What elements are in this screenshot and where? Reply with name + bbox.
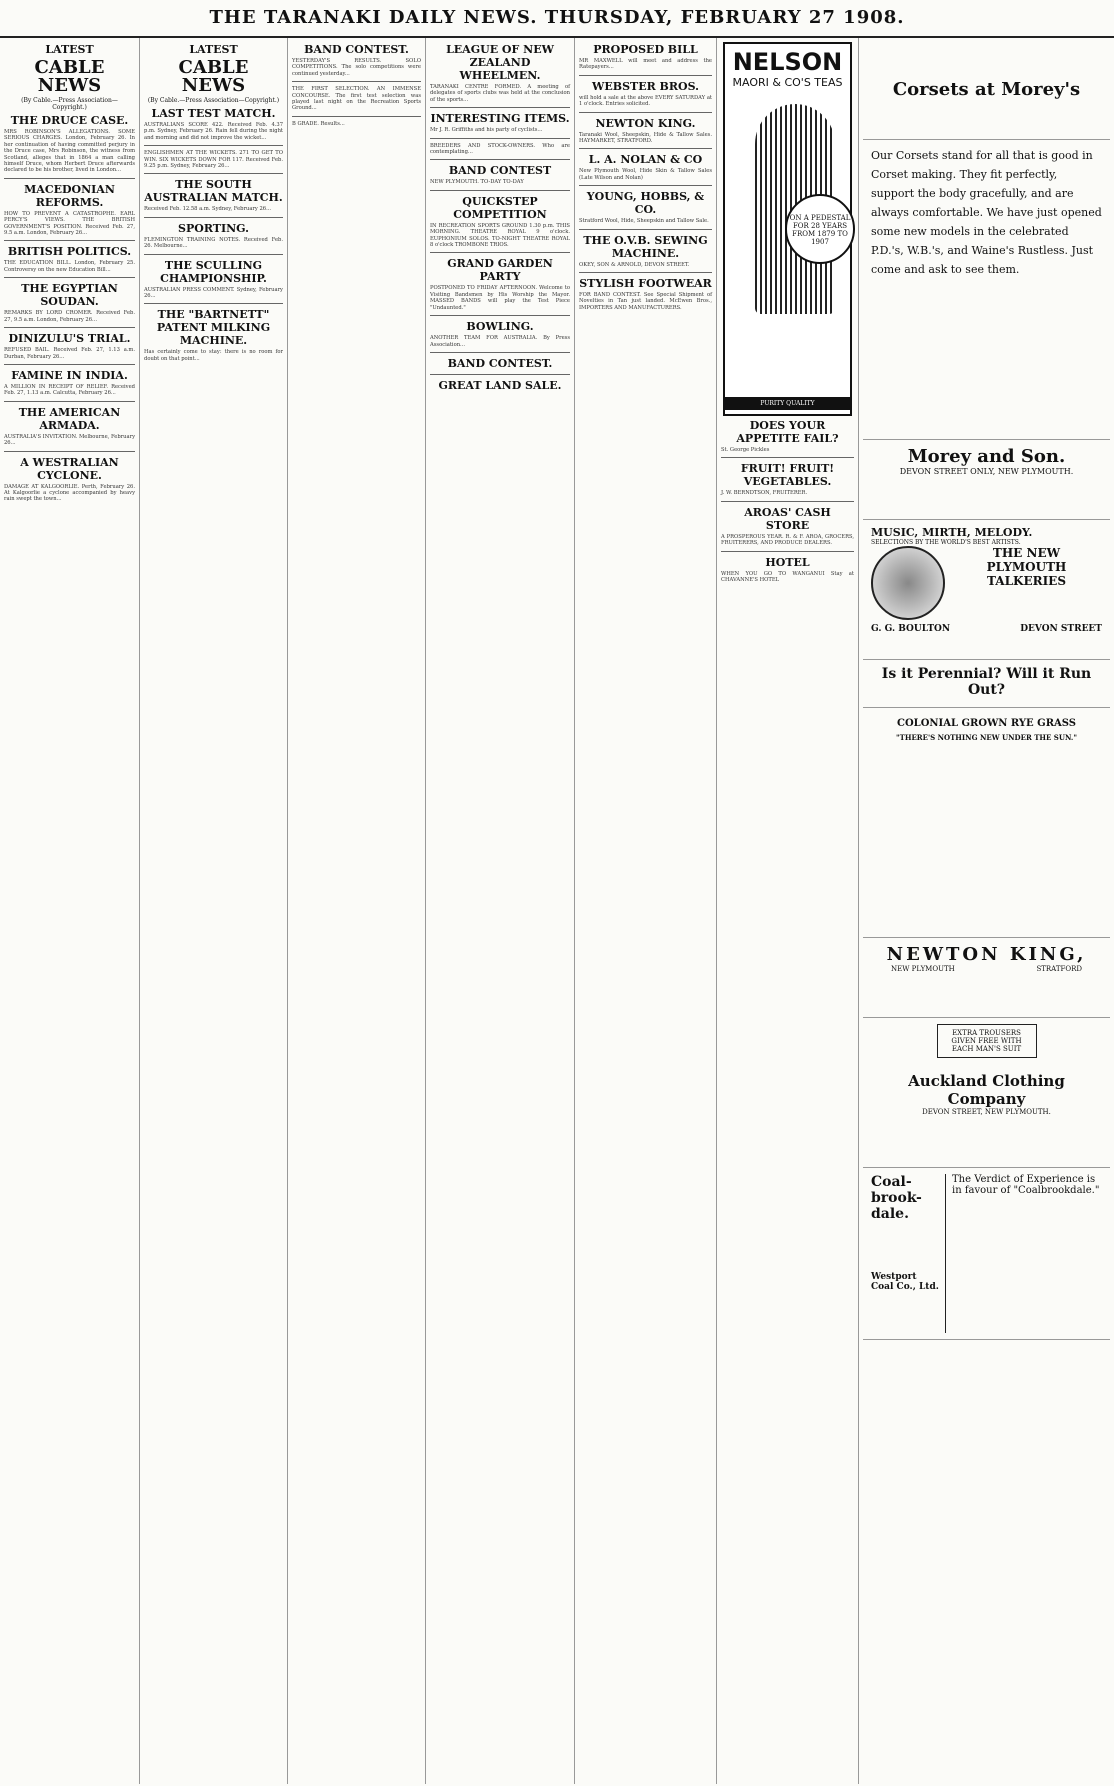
coal-verdict: The Verdict of Experience is in favour of "Coalbrookdale." — [952, 1174, 1100, 1196]
column-rule — [430, 107, 570, 108]
byline: (By Cable.—Press Association—Copyright.) — [147, 97, 280, 104]
section-title: CABLE NEWS — [34, 57, 105, 96]
column-6 — [717, 38, 859, 1784]
story-headline: THE SCULLING CHAMPIONSHIP. — [160, 258, 267, 285]
story-body: TARANAKI CENTRE FORMED. A meeting of delegates of sports clubs was held at the conclusion of the sports... — [430, 84, 570, 103]
talkeries-title: THE NEW PLYMOUTH TALKERIES — [986, 546, 1067, 588]
coal-company: Westport Coal Co., Ltd. — [871, 1272, 939, 1292]
column-rule — [721, 551, 854, 552]
story-body: New Plymouth Wool, Hide Skin & Tallow Sales (Late Wilson and Nolan) — [579, 168, 712, 181]
story-body: HOW TO PREVENT A CATASTROPHE. EARL PERCY'S VIEWS. THE BRITISH GOVERNMENT'S POSITION. Received Feb. 27, 9.5 a.m. London, February 26... — [4, 210, 135, 237]
story-body: REFUSED BAIL. Received Feb. 27, 1.13 a.m. Durban, February 26... — [4, 347, 135, 360]
story-body: B GRADE. Results... — [292, 120, 345, 127]
story-headline: SPORTING. — [178, 221, 249, 235]
column-rule — [4, 451, 135, 452]
story-body: MR MAXWELL will meet and address the Ratepayers... — [579, 58, 712, 71]
column-rule — [721, 457, 854, 458]
masthead — [0, 0, 1114, 38]
story-body: J. W. BERNDTSON, FRUITERER. — [721, 490, 808, 497]
music-subtitle: SELECTIONS BY THE WORLD'S BEST ARTISTS. — [871, 539, 1021, 546]
story-body: A MILLION IN RECEIPT OF RELIEF. Received Feb. 27, 1.13 a.m. Calcutta, February 26... — [4, 383, 135, 397]
column-rule — [579, 112, 712, 113]
story-body: AUSTRALIANS SCORE 422. Received Feb. 4.37 p.m. Sydney, February 26. Rain fell during the night and morning and did not improve the wicket... — [144, 122, 283, 141]
column-rule — [4, 240, 135, 241]
column-rule — [4, 401, 135, 402]
story-list — [579, 43, 712, 311]
column-rule — [721, 501, 854, 502]
column-rule — [430, 315, 570, 316]
morey-title: Morey and Son. — [907, 446, 1066, 467]
story-list — [721, 419, 854, 583]
talkeries-ad — [863, 520, 1110, 660]
column-5 — [575, 38, 717, 1784]
story-headline: QUICKSTEP COMPETITION — [453, 194, 547, 221]
newton-king-ad — [863, 938, 1110, 1018]
column-rule — [579, 75, 712, 76]
story-headline: HOTEL — [765, 555, 810, 569]
story-body: THE FIRST SELECTION. AN IMMENSE CONCOURSE. The first test selection was played last night on the Recreation Sports Ground... — [292, 86, 421, 112]
column-rule — [4, 277, 135, 278]
story-body: DAMAGE AT KALGOORLIE. Perth, February 26. At Kalgoorlie a cyclone accompanied by heavy rain swept the town... — [4, 483, 135, 503]
column-4 — [426, 38, 575, 1784]
boulton-name: G. G. BOULTON — [871, 624, 951, 634]
byline: (By Cable.—Press Association—Copyright.) — [21, 97, 118, 111]
story-headline: LAST TEST MATCH. — [151, 107, 276, 120]
story-body: Received Feb. 12.58 a.m. Sydney, February 26... — [144, 206, 272, 213]
edison-portrait-icon — [871, 546, 945, 620]
story-body: BREEDERS AND STOCK-OWNERS. Who are contemplating... — [430, 142, 570, 156]
boulton-street: DEVON STREET — [1020, 624, 1102, 634]
story-headline: LEAGUE OF NEW ZEALAND WHEELMEN. — [446, 43, 554, 82]
column-rule — [579, 229, 712, 230]
story-headline: WEBSTER BROS. — [592, 79, 699, 93]
story-body: Stratford Wool, Hide, Sheepskin and Tallow Sale. — [579, 218, 709, 225]
story-headline: YOUNG, HOBBS, & CO. — [586, 190, 705, 217]
newton-location-left: NEW PLYMOUTH — [891, 965, 955, 973]
story-headline: THE AMERICAN ARMADA. — [18, 405, 121, 432]
story-body: MRS ROBINSON'S ALLEGATIONS. SOME SERIOUS CHARGES. London, February 26. In her continuation of having committed perjury in the Druce case, Mrs Robinson, the witness from Scotland, alleges that in 1864 a man calling himself Druce, whom Herbert Druce afterwards declared to be his brother, lived in London... — [4, 129, 135, 174]
story-body: POSTPONED TO FRIDAY AFTERNOON. Welcome to Visiting Bandsmen by His Worship the Mayor. MASSED BANDS will play the Test Piece "Undaunted." — [430, 285, 570, 311]
story-body: OKEY, SON & ARNOLD, DEVON STREET. — [579, 261, 690, 268]
rye-title: COLONIAL GROWN RYE GRASS — [897, 718, 1076, 729]
auckland-address: DEVON STREET, NEW PLYMOUTH. — [922, 1108, 1051, 1116]
column-rule — [292, 116, 421, 117]
column-rule — [144, 145, 283, 146]
rye-subtitle: "THERE'S NOTHING NEW UNDER THE SUN." — [896, 733, 1077, 742]
morey-ad — [863, 440, 1110, 520]
story-body: AUSTRALIA'S INVITATION. Melbourne, February 26... — [4, 433, 135, 447]
masthead-title: THE TARANAKI DAILY NEWS. THURSDAY, FEBRUARY 27 1908. — [209, 7, 905, 28]
column-rule — [579, 185, 712, 186]
story-headline: A WESTRALIAN CYCLONE. — [20, 455, 119, 482]
coalbrookdale-ad — [863, 1168, 1110, 1340]
story-headline: GREAT LAND SALE. — [438, 378, 562, 392]
story-headline: BOWLING. — [466, 320, 534, 334]
newton-title: NEWTON KING, — [886, 944, 1087, 965]
corsets-ad-body: Our Corsets stand for all that is good in Corset making. They fit perfectly, support the body gracefully, and are always comfortable. We have just opened some new models in the celebrated P.D.'s, W.B.'s, and Waine's Rustless. Just come and ask to see them. — [863, 140, 1110, 440]
music-title: MUSIC, MIRTH, MELODY. — [871, 526, 1033, 539]
story-body: ENGLISHMEN AT THE WICKETS. 271 TO GET TO WIN. SIX WICKETS DOWN FOR 117. Received Feb. 9.25 p.m. Sydney, February 26... — [144, 150, 283, 170]
column-rule — [579, 272, 712, 273]
story-headline: FRUIT! FRUIT! VEGETABLES. — [740, 462, 835, 489]
column-rule — [4, 327, 135, 328]
column-rule — [144, 254, 283, 255]
column-rule — [579, 148, 712, 149]
story-body: ANOTHER TEAM FOR AUSTRALIA. By Press Association... — [430, 335, 570, 348]
nelson-tea-ad — [723, 42, 852, 416]
story-headline: MACEDONIAN REFORMS. — [24, 182, 115, 209]
story-body: YESTERDAY'S RESULTS. SOLO COMPETITIONS. The solo competitions were continued yesterday... — [292, 58, 421, 77]
story-body: Has certainly come to stay: there is no room for doubt on that point... — [144, 349, 283, 362]
column-7 — [859, 38, 1114, 1784]
story-body: IN RECREATION SPORTS GROUND 1.30 p.m. THIS MORNING. THEATRE ROYAL 9 o'clock. EUPHONIUM SOLOS. TO-NIGHT THEATRE ROYAL 8 o'clock TROMBONE TRIOS. — [430, 222, 570, 249]
story-body: REMARKS BY LORD CROMER. Received Feb. 27, 9.5 a.m. London, February 26... — [4, 310, 135, 323]
newton-location-right: STRATFORD — [1036, 965, 1082, 973]
trousers-box: EXTRA TROUSERS GIVEN FREE WITH EACH MAN'S SUIT — [937, 1024, 1037, 1058]
story-headline: THE O.V.B. SEWING MACHINE. — [583, 233, 708, 260]
story-body: AUSTRALIAN PRESS COMMENT. Sydney, February 26... — [144, 286, 283, 300]
story-headline: THE SOUTH AUSTRALIAN MATCH. — [144, 178, 283, 205]
column-rule — [292, 81, 421, 82]
story-headline: INTERESTING ITEMS. — [430, 112, 570, 126]
story-body: FLEMINGTON TRAINING NOTES. Received Feb. 26. Melbourne... — [144, 236, 283, 250]
story-headline: L. A. NOLAN & CO — [588, 153, 703, 167]
column-2 — [140, 38, 288, 1784]
section-label: LATEST — [45, 43, 94, 56]
story-headline: DOES YOUR APPETITE FAIL? — [736, 419, 839, 445]
story-headline: BAND CONTEST. — [304, 43, 409, 56]
story-headline: GRAND GARDEN PARTY — [447, 257, 553, 284]
story-headline: NEWTON KING. — [595, 116, 696, 130]
section-label: LATEST — [189, 43, 238, 56]
section-title: CABLE NEWS — [178, 57, 249, 96]
story-body: FOR BAND CONTEST. See Special Shipment of Novelties in Tan just landed. McEwen Bros., IMPORTERS AND MANUFACTURERS. — [579, 292, 712, 311]
story-headline: DINIZULU'S TRIAL. — [8, 332, 131, 346]
perennial-heading: Is it Perennial? Will it Run Out? — [863, 660, 1110, 708]
pedestal-badge: ON A PEDESTAL FOR 28 YEARS FROM 1879 TO 1907 — [785, 194, 855, 264]
coal-brand: Coal-brook-dale. — [871, 1174, 922, 1222]
column-rule — [430, 138, 570, 139]
story-body: will hold a sale at the above EVERY SATURDAY at 1 o'clock. Entries solicited. — [579, 94, 712, 108]
story-body: Mr J. R. Griffiths and his party of cyclists... — [430, 127, 543, 134]
column-rule — [144, 303, 283, 304]
story-body: THE EDUCATION BILL. London, February 25. Controversy on the new Education Bill... — [4, 260, 135, 273]
story-headline: THE DRUCE CASE. — [10, 114, 129, 127]
corsets-ad-title: Corsets at Morey's — [863, 40, 1110, 140]
story-headline: BAND CONTEST. — [447, 356, 553, 370]
column-rule — [144, 217, 283, 218]
column-rule — [4, 178, 135, 179]
column-rule — [430, 352, 570, 353]
nelson-subtitle: MAORI & CO'S TEAS — [732, 76, 843, 89]
story-headline: BAND CONTEST — [448, 164, 552, 178]
story-body: St. George Pickles — [721, 447, 770, 453]
story-body: NEW PLYMOUTH. TO-DAY TO-DAY — [430, 179, 524, 186]
column-rule — [144, 173, 283, 174]
column-3 — [288, 38, 426, 1784]
column-rule — [430, 190, 570, 191]
story-body: WHEN YOU GO TO WANGANUI Stay at CHAVANNE'S HOTEL — [721, 570, 854, 584]
auckland-title: Auckland Clothing Company — [908, 1072, 1065, 1108]
column-rule — [430, 159, 570, 160]
story-list — [430, 43, 570, 392]
story-headline: PROPOSED BILL — [593, 43, 698, 56]
auckland-clothing-ad — [863, 1018, 1110, 1168]
story-body: A PROSPEROUS YEAR. R. & F. AROA, GROCERS, FRUITERERS, AND PRODUCE DEALERS. — [721, 533, 854, 547]
story-list — [292, 43, 421, 127]
nelson-footer: PURITY QUALITY — [725, 397, 850, 410]
story-headline: AROAS' CASH STORE — [744, 505, 831, 532]
nelson-logo: NELSON — [732, 48, 843, 76]
column-rule — [4, 364, 135, 365]
rye-grass-ad — [863, 708, 1110, 938]
story-headline: THE "BARTNETT" PATENT MILKING MACHINE. — [156, 308, 271, 348]
story-headline: FAMINE IN INDIA. — [11, 368, 128, 382]
column-rule — [430, 374, 570, 375]
story-headline: THE EGYPTIAN SOUDAN. — [21, 282, 118, 309]
story-list — [4, 114, 135, 503]
story-headline: BRITISH POLITICS. — [7, 245, 132, 259]
morey-address: DEVON STREET ONLY, NEW PLYMOUTH. — [899, 467, 1074, 476]
column-1 — [0, 38, 140, 1784]
story-list — [144, 107, 283, 362]
story-headline: STYLISH FOOTWEAR — [579, 277, 712, 291]
story-body: Taranaki Wool, Sheepskin, Hide & Tallow Sales. HAYMARKET, STRATFORD. — [579, 131, 712, 145]
column-rule — [430, 252, 570, 253]
